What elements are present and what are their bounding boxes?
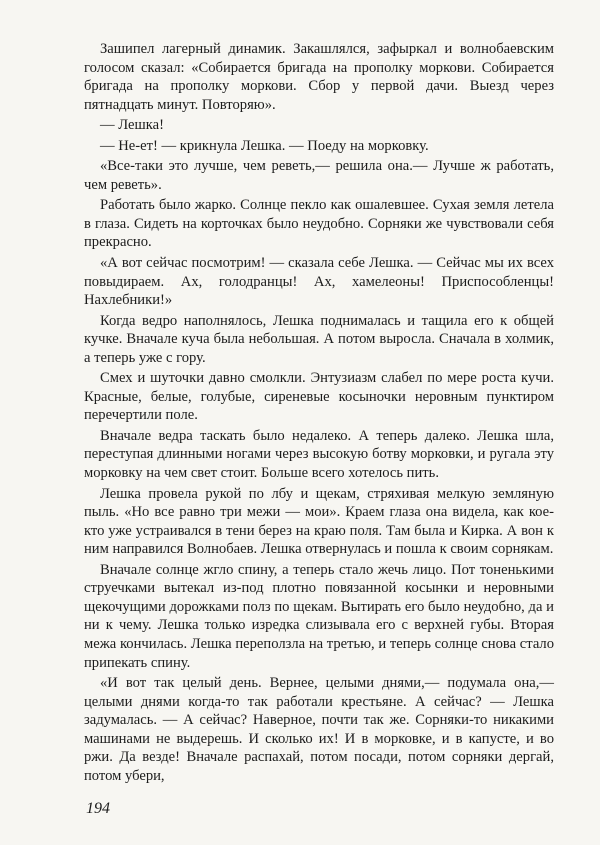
paragraph: Лешка провела рукой по лбу и щекам, стряхивая мелкую земляную пыль. «Но все равно три межи — мои». Краем глаза она видела, как кое-кто уже устраивался в тени берез на краю поля. Там была и Кирка. А вон к ним направился Волнобаев. Лешка отвернулась и пошла к своим сорнякам. — [84, 485, 554, 558]
paragraph: — Не-ет! — крикнула Лешка. — Поеду на морковку. — [100, 137, 429, 154]
paragraph: — Лешка! — [100, 117, 164, 134]
page-text — [84, 40, 554, 787]
paragraph: Смех и шуточки давно смолкли. Энтузиазм слабел по мере роста кучи. Красные, белые, голубые, сиреневые косыночки неровным пунктиром перечертили поле. — [84, 370, 554, 424]
paragraph: «И вот так целый день. Вернее, целыми днями,— подумала она,— целыми днями когда-то так работали крестьяне. А сейчас? — Лешка задумалась. — А сейчас? Наверное, почти так же. Сорняки-то никакими машинами не выдерешь. И сколько их! И в морковке, и в капусте, и во ржи. Да везде! Вначале распахай, потом посади, потом сорняки дергай, потом убери, — [84, 675, 554, 784]
paragraph: Когда ведро наполнялось, Лешка поднималась и тащила его к общей кучке. Вначале куча была небольшая. А потом выросла. Сначала в холмик, а теперь уже с гору. — [84, 312, 554, 366]
paragraph: Работать было жарко. Солнце пекло как ошалевшее. Сухая земля летела в глаза. Сидеть на корточках было неудобно. Сорняки же чувствовали себя прекрасно. — [84, 197, 554, 251]
paragraph: Вначале ведра таскать было недалеко. А теперь далеко. Лешка шла, переступая длинными ногами через высокую ботву морковки, и ругала эту морковку на чем свет стоит. Больше всего хотелось пить. — [84, 427, 554, 482]
page-number: 194 — [86, 800, 110, 817]
paragraph: «Все-таки это лучше, чем реветь,— решила она.— Лучше ж работать, чем реветь». — [84, 158, 554, 193]
paragraph: Зашипел лагерный динамик. Закашлялся, зафыркал и волнобаевским голосом сказал: «Собирается бригада на прополку моркови. Собирается бригада на прополку моркови. Сбор у первой дачи. Выезд через пятнадцать минут. Повторяю». — [84, 41, 554, 113]
paragraph: «А вот сейчас посмотрим! — сказала себе Лешка. — Сейчас мы их всех повыдираем. Ах, голодранцы! Ах, хамелеоны! Приспособленцы! Нахлебники!» — [84, 255, 554, 309]
paragraph: Вначале солнце жгло спину, а теперь стало жечь лицо. Пот тоненькими струечками вытекал из-под плотно повязанной косынки и неровными щекочущими дорожками полз по щекам. Вытирать его было неудобно, да и ни к чему. Лешка только изредка слизывала его с верхней губы. Вторая межа кончилась. Лешка переползла на третью, и теперь солнце снова стало припекать спину. — [84, 561, 554, 671]
